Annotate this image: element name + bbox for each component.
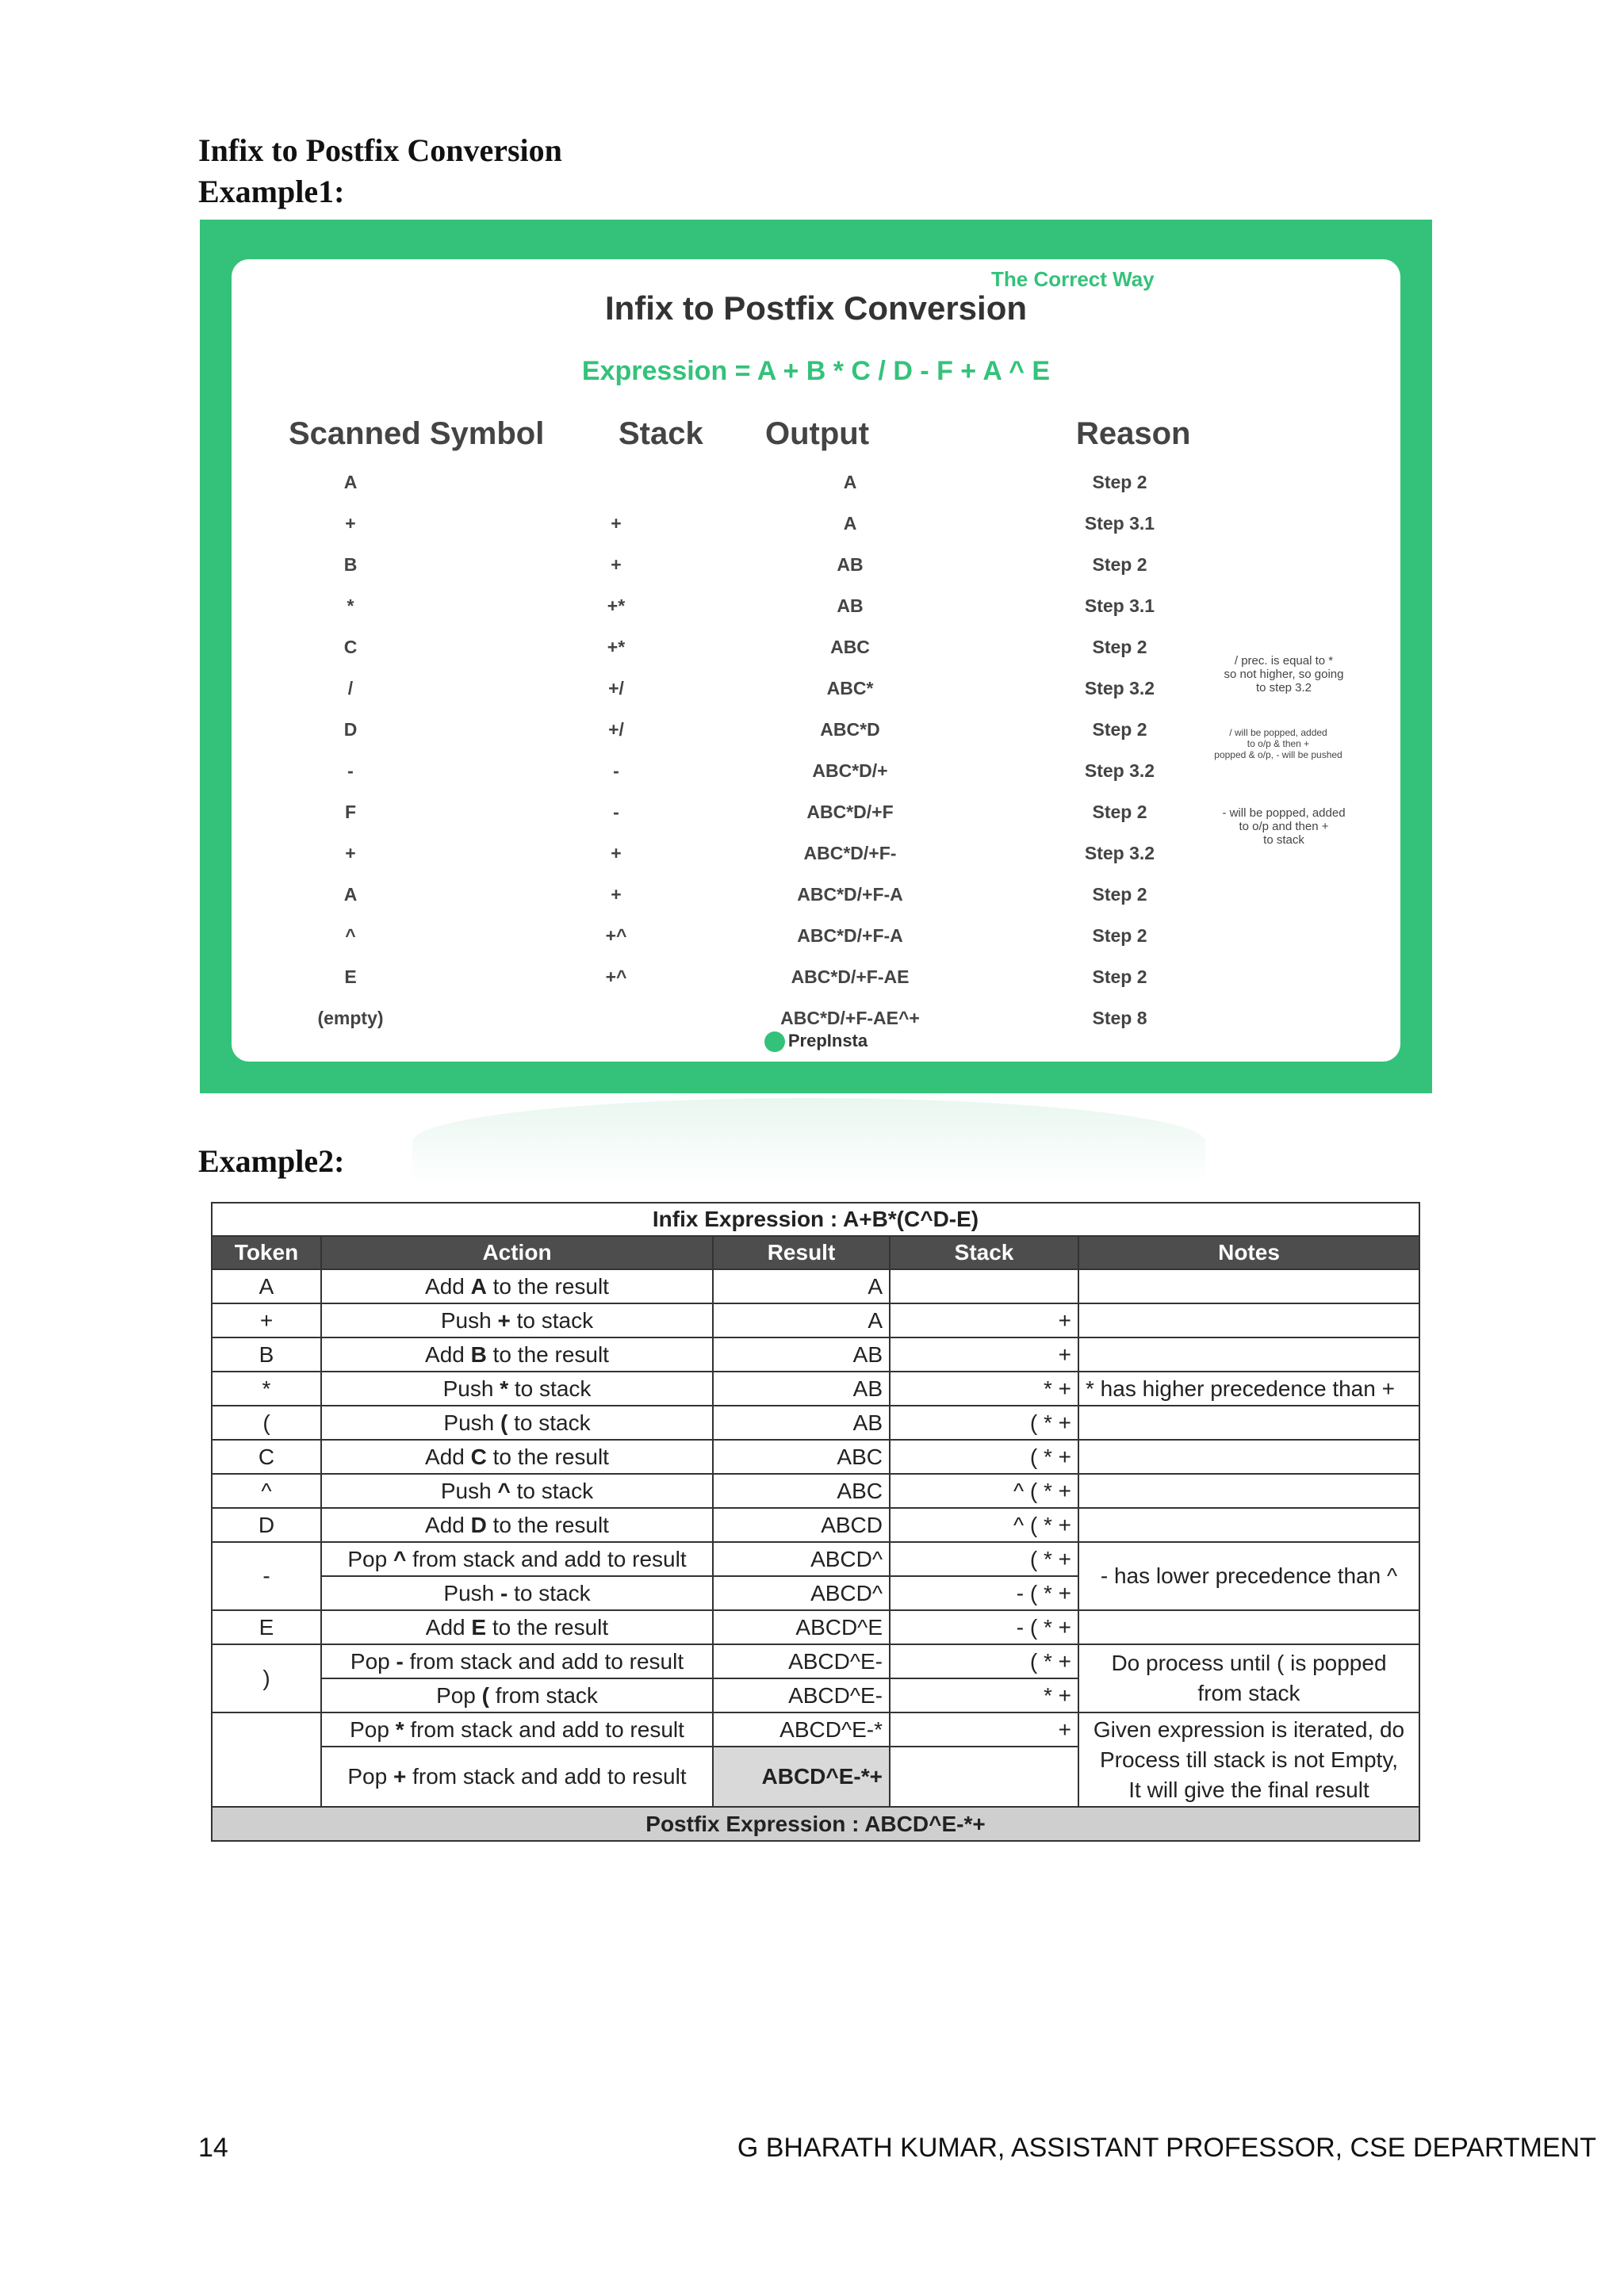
watermark-shape (412, 1098, 1205, 1185)
col-result: Result (713, 1236, 890, 1269)
action-cell: Pop - from stack and add to result (321, 1644, 713, 1678)
token-cell: ^ (212, 1474, 321, 1508)
graphic-cell-stack: - (613, 760, 619, 781)
graphic-cell-symbol: / (347, 678, 354, 698)
graphic-cell-output: AB (837, 595, 864, 616)
note-step-3-2-a: / prec. is equal to * so not higher, so going to step 3.2 (1224, 654, 1344, 695)
action-cell: Add A to the result (321, 1269, 713, 1303)
table-row (212, 1508, 1419, 1542)
action-cell: Pop ^ from stack and add to result (321, 1542, 713, 1576)
notes-cell (1078, 1610, 1419, 1644)
graphic-cell-stack: + (611, 843, 622, 863)
table-row (212, 1610, 1419, 1644)
graphic-cell-reason: Step 2 (1092, 554, 1147, 575)
action-cell: Push * to stack (321, 1372, 713, 1406)
notes-cell: Do process until ( is popped from stack (1078, 1644, 1419, 1712)
graphic-cell-stack: +^ (605, 966, 627, 987)
graphic-cell-output: ABC (830, 637, 870, 657)
graphic-cell-symbol: A (343, 884, 358, 905)
graphic-cell-reason: Step 2 (1092, 884, 1147, 905)
graphic-cell-stack: +/ (608, 719, 624, 740)
result-cell: ABCD^E-* (713, 1712, 890, 1747)
stack-cell: * + (890, 1678, 1078, 1712)
graphic-cell-symbol: F (344, 802, 357, 822)
graphic-cell-output: ABC*D/+F-A (797, 925, 903, 946)
result-cell: A (713, 1269, 890, 1303)
graphic-cell-output: ABC*D (820, 719, 880, 740)
col-token: Token (212, 1236, 321, 1269)
stack-cell: - ( * + (890, 1610, 1078, 1644)
token-cell (212, 1712, 321, 1807)
graphic-cell-stack: + (611, 884, 622, 905)
action-cell: Pop * from stack and add to result (321, 1712, 713, 1747)
table-row (212, 1269, 1419, 1303)
graphic-cell-reason: Step 3.2 (1084, 678, 1155, 698)
logo-text: PrepInsta (787, 1031, 868, 1050)
result-cell: ABCD (713, 1508, 890, 1542)
col-notes: Notes (1078, 1236, 1419, 1269)
table-row (212, 1303, 1419, 1337)
brand-tagline: The Correct Way (991, 267, 1155, 291)
example1-graphic (200, 220, 1432, 1093)
graphic-cell-output: ABC*D/+F (806, 802, 894, 822)
action-cell: Push ( to stack (321, 1406, 713, 1440)
token-cell: C (212, 1440, 321, 1474)
table-row (212, 1474, 1419, 1508)
result-cell: ABCD^E (713, 1610, 890, 1644)
graphic-cell-symbol: (empty) (317, 1008, 384, 1028)
graphic-cell-stack: + (611, 554, 622, 575)
graphic-cell-reason: Step 8 (1092, 1008, 1147, 1028)
result-cell: ABCD^E- (713, 1678, 890, 1712)
graphic-cell-stack: +* (607, 637, 626, 657)
notes-cell (1078, 1440, 1419, 1474)
conversion-table (211, 1202, 1420, 1842)
action-cell: Pop + from stack and add to result (321, 1747, 713, 1807)
token-cell: E (212, 1610, 321, 1644)
notes-cell (1078, 1474, 1419, 1508)
notes-cell (1078, 1303, 1419, 1337)
graphic-cell-symbol: * (347, 595, 354, 616)
stack-cell: ( * + (890, 1644, 1078, 1678)
table-row (212, 1372, 1419, 1406)
action-cell: Pop ( from stack (321, 1678, 713, 1712)
token-cell: - (212, 1542, 321, 1610)
graphic-cell-stack: - (613, 802, 619, 822)
action-cell: Add B to the result (321, 1337, 713, 1372)
graphic-cell-stack: +* (607, 595, 626, 616)
stack-cell: + (890, 1337, 1078, 1372)
stack-cell: ( * + (890, 1406, 1078, 1440)
action-cell: Add C to the result (321, 1440, 713, 1474)
graphic-cell-reason: Step 3.1 (1084, 513, 1155, 534)
token-cell: B (212, 1337, 321, 1372)
graphic-card (232, 259, 1400, 1062)
header-scanned-symbol: Scanned Symbol (289, 416, 545, 451)
table-row (212, 1644, 1419, 1678)
graphic-cell-symbol: + (345, 513, 356, 534)
graphic-cell-reason: Step 2 (1092, 472, 1147, 492)
graphic-cell-reason: Step 3.1 (1084, 595, 1155, 616)
token-cell: A (212, 1269, 321, 1303)
document-heading: Infix to Postfix Conversion (198, 132, 562, 168)
header-stack: Stack (619, 416, 703, 451)
graphic-cell-reason: Step 3.2 (1084, 843, 1155, 863)
graphic-cell-reason: Step 3.2 (1084, 760, 1155, 781)
author-credit: G BHARATH KUMAR, ASSISTANT PROFESSOR, CSE DEPARTMENT (737, 2133, 1596, 2163)
table-row (212, 1542, 1419, 1576)
token-cell: * (212, 1372, 321, 1406)
stack-cell: + (890, 1712, 1078, 1747)
token-cell: ) (212, 1644, 321, 1712)
notes-cell: * has higher precedence than + (1078, 1372, 1419, 1406)
graphic-cell-output: ABC*D/+F-AE (791, 966, 910, 987)
graphic-cell-symbol: C (343, 637, 358, 657)
table-body (212, 1269, 1419, 1542)
prepinsta-logo (232, 1031, 1400, 1052)
action-cell: Add D to the result (321, 1508, 713, 1542)
page-number: 14 (198, 2133, 228, 2163)
result-cell: AB (713, 1406, 890, 1440)
graphic-cell-symbol: D (343, 719, 358, 740)
notes-cell (1078, 1269, 1419, 1303)
action-cell: Add E to the result (321, 1610, 713, 1644)
stack-cell: * + (890, 1372, 1078, 1406)
action-cell: Push + to stack (321, 1303, 713, 1337)
note-step-3-2-c: - will be popped, added to o/p and then + to stack (1222, 806, 1346, 847)
table-header-row (212, 1236, 1419, 1269)
token-cell: D (212, 1508, 321, 1542)
graphic-cell-reason: Step 2 (1092, 966, 1147, 987)
token-cell: ( (212, 1406, 321, 1440)
result-cell: AB (713, 1372, 890, 1406)
notes-cell: Given expression is iterated, do Process till stack is not Empty, It will give the final result (1078, 1712, 1419, 1807)
result-cell: ABC (713, 1440, 890, 1474)
header-reason: Reason (1076, 416, 1191, 451)
graphic-cell-output: ABC*D/+F-A (797, 884, 903, 905)
result-cell: ABC (713, 1474, 890, 1508)
action-cell: Push - to stack (321, 1576, 713, 1610)
note-step-3-2-b: / will be popped, added to o/p & then + popped & o/p, - will be pushed (1214, 727, 1342, 760)
graphic-cell-symbol: E (344, 966, 357, 987)
stack-cell (890, 1747, 1078, 1807)
example1-label: Example1: (198, 174, 345, 209)
prepinsta-logo-icon (764, 1031, 785, 1052)
graphic-cell-symbol: + (345, 843, 356, 863)
example2-label: Example2: (198, 1143, 345, 1179)
graphic-cell-stack: + (611, 513, 622, 534)
graphic-cell-output: A (843, 513, 857, 534)
graphic-cell-stack: +^ (605, 925, 627, 946)
graphic-cell-output: ABC*D/+ (812, 760, 888, 781)
notes-cell (1078, 1406, 1419, 1440)
graphic-cell-reason: Step 2 (1092, 719, 1147, 740)
notes-cell (1078, 1508, 1419, 1542)
graphic-cell-reason: Step 2 (1092, 637, 1147, 657)
result-cell: ABCD^ (713, 1576, 890, 1610)
stack-cell: ^ ( * + (890, 1474, 1078, 1508)
table-row (212, 1337, 1419, 1372)
stack-cell: + (890, 1303, 1078, 1337)
graphic-cell-symbol: ^ (345, 925, 356, 946)
table-footer-row (212, 1807, 1419, 1841)
graphic-cell-stack: +/ (608, 678, 624, 698)
graphic-cell-output: A (843, 472, 857, 492)
graphic-cell-symbol: A (343, 472, 358, 492)
table-title: Infix Expression : A+B*(C^D-E) (212, 1203, 1419, 1236)
header-output: Output (765, 416, 870, 451)
graphic-cell-reason: Step 2 (1092, 925, 1147, 946)
notes-cell: - has lower precedence than ^ (1078, 1542, 1419, 1610)
notes-cell (1078, 1337, 1419, 1372)
postfix-result: Postfix Expression : ABCD^E-*+ (212, 1807, 1419, 1841)
col-stack: Stack (890, 1236, 1078, 1269)
graphic-cell-output: ABC*D/+F-AE^+ (780, 1008, 920, 1028)
stack-cell: - ( * + (890, 1576, 1078, 1610)
table-row (212, 1712, 1419, 1747)
stack-cell: ^ ( * + (890, 1508, 1078, 1542)
graphic-cell-reason: Step 2 (1092, 802, 1147, 822)
graphic-cell-symbol: B (343, 554, 358, 575)
stack-cell (890, 1269, 1078, 1303)
graphic-cell-output: ABC* (826, 678, 874, 698)
stack-cell: ( * + (890, 1542, 1078, 1576)
table-row (212, 1440, 1419, 1474)
graphic-cell-symbol: - (347, 760, 354, 781)
graphic-cell-output: ABC*D/+F- (803, 843, 897, 863)
graphic-expression: Expression = A + B * C / D - F + A ^ E (581, 356, 1051, 386)
table-title-row (212, 1203, 1419, 1236)
result-cell: A (713, 1303, 890, 1337)
graphic-cell-output: AB (837, 554, 864, 575)
table-row (212, 1406, 1419, 1440)
result-cell: ABCD^ (713, 1542, 890, 1576)
token-cell: + (212, 1303, 321, 1337)
result-cell: ABCD^E-*+ (713, 1747, 890, 1807)
stack-cell: ( * + (890, 1440, 1078, 1474)
graphic-title: Infix to Postfix Conversion (604, 289, 1028, 327)
result-cell: ABCD^E- (713, 1644, 890, 1678)
action-cell: Push ^ to stack (321, 1474, 713, 1508)
result-cell: AB (713, 1337, 890, 1372)
col-action: Action (321, 1236, 713, 1269)
